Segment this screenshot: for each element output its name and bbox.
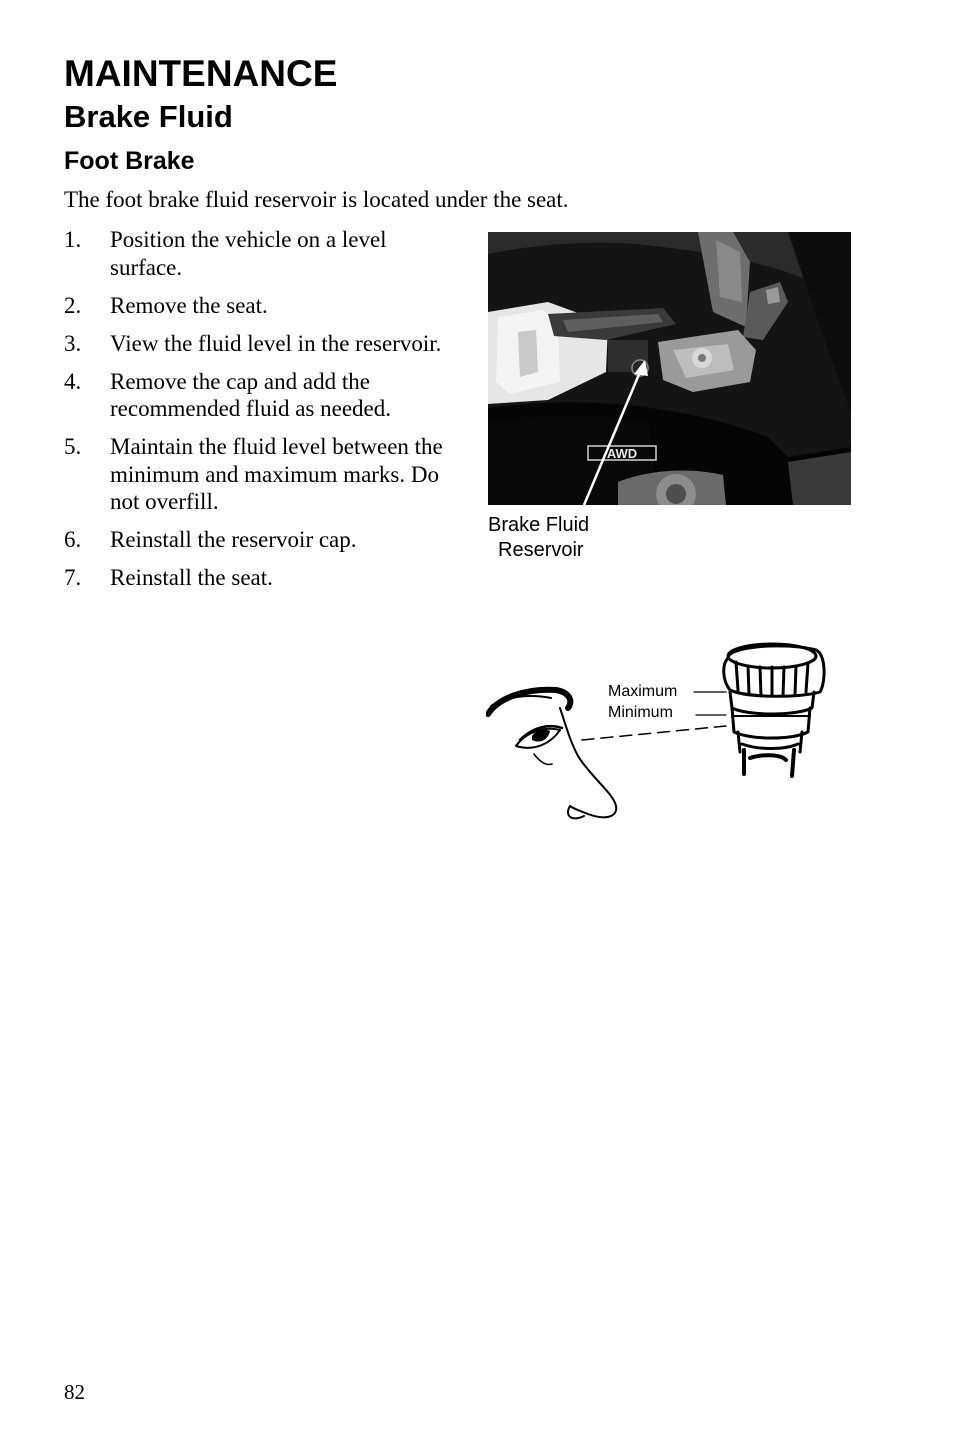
step-number: 2. (64, 292, 82, 318)
list-item (64, 292, 456, 320)
step-number: 7. (64, 565, 82, 590)
intro-paragraph: The foot brake fluid reservoir is located under the seat. (64, 187, 569, 212)
step-text: Reinstall the seat. (110, 565, 273, 590)
step-number: 6. (64, 527, 82, 552)
page-title: Brake Fluid (64, 99, 233, 134)
list-item (64, 433, 456, 516)
step-number: 4. (64, 368, 82, 394)
steps-list (64, 226, 456, 602)
list-item (64, 564, 456, 592)
list-item (64, 226, 456, 281)
section-title: MAINTENANCE (64, 53, 338, 94)
list-item (64, 526, 456, 554)
minimum-label: Minimum (608, 704, 673, 721)
fluid-level-diagram (486, 636, 832, 824)
step-text: Reinstall the reservoir cap. (110, 527, 357, 552)
step-number: 1. (64, 227, 82, 252)
photo-caption-line1: Brake Fluid (488, 514, 590, 536)
photo-caption-line2: Reservoir (498, 539, 584, 561)
maximum-label: Maximum (608, 683, 678, 700)
step-text: View the fluid level in the reservoir. (110, 330, 442, 356)
step-text: Remove the cap and add the recommended fluid as needed. (110, 368, 391, 421)
page-number: 82 (64, 1380, 85, 1404)
step-text: Position the vehicle on a level surface. (110, 227, 387, 280)
step-number: 5. (64, 434, 82, 459)
list-item (64, 368, 456, 423)
brake-reservoir-photo (488, 232, 851, 505)
subsection-title: Foot Brake (64, 147, 195, 175)
step-number: 3. (64, 330, 82, 356)
step-text: Remove the seat. (110, 292, 268, 318)
step-text: Maintain the fluid level between the minimum and maximum marks. Do not overfill. (110, 434, 443, 514)
awd-badge: AWD (606, 446, 638, 461)
list-item (64, 330, 456, 358)
